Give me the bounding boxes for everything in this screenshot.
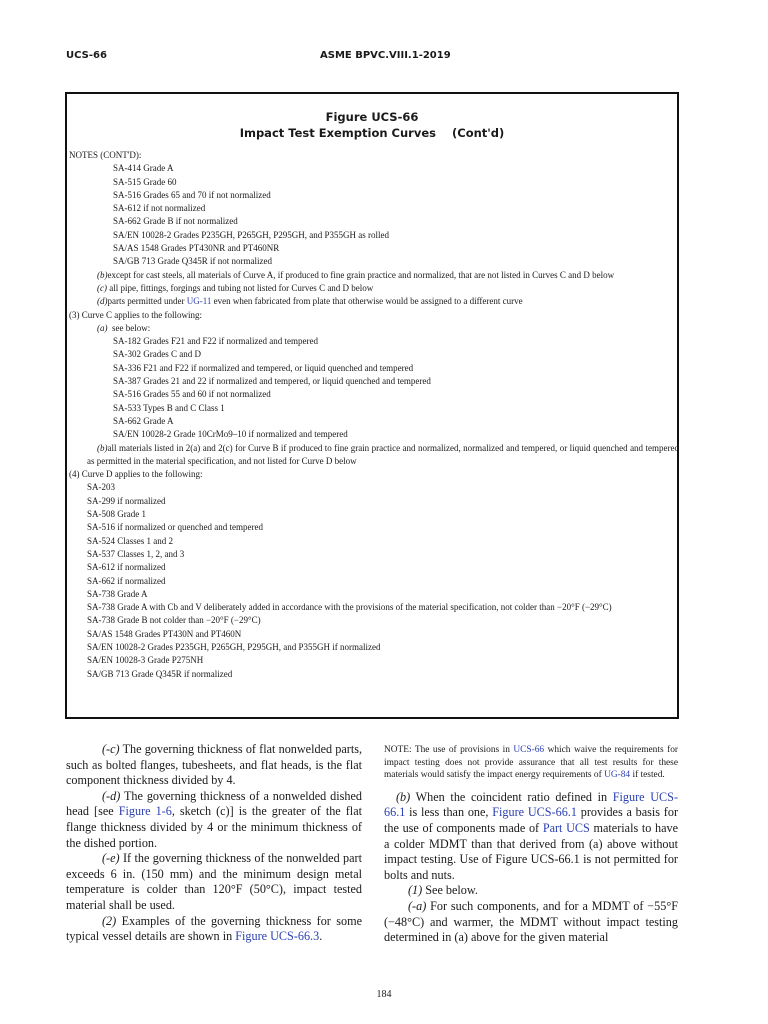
material-list-item: SA-738 Grade B not colder than −20°F (−29°C)	[87, 615, 261, 626]
curve-d-material-list	[67, 481, 679, 680]
para-c-label: (-c)	[102, 742, 120, 756]
material-list-item: SA/AS 1548 Grades PT430NR and PT460NR	[113, 243, 280, 254]
note-waiver-3: if tested.	[632, 770, 665, 781]
material-list-item: SA-182 Grades F21 and F22 if normalized and tempered	[113, 336, 318, 347]
material-list-item: SA-662 Grade A	[113, 415, 174, 426]
material-list-item: SA-299 if normalized	[87, 495, 166, 506]
note-3a-label: (a)	[97, 322, 108, 333]
para-1-see-below	[384, 883, 678, 899]
material-list-item: SA/EN 10028-2 Grades P235GH, P265GH, P295GH, and P355GH as rolled	[113, 229, 389, 240]
material-list-item: SA-662 Grade B if not normalized	[113, 216, 238, 227]
figure-notes-box	[65, 92, 679, 719]
note-2c-text: all pipe, fittings, forgings and tubing not listed for Curves C and D below	[109, 282, 374, 293]
material-list-item: SA/GB 713 Grade Q345R if normalized	[87, 668, 233, 679]
note-2d-text-after: even when fabricated from plate that otherwise would be assigned to a different curve	[213, 296, 523, 307]
note-waiver-1: NOTE: The use of provisions in	[384, 745, 510, 755]
ucs-66-link[interactable]: UCS-66	[513, 745, 545, 755]
figure-title: Figure UCS-66	[325, 110, 419, 124]
para-b-text-1: When the coincident ratio defined in	[415, 789, 608, 804]
notes-heading: NOTES (CONT'D):	[69, 150, 142, 160]
note-2c	[67, 282, 679, 295]
ug-11-link[interactable]: UG-11	[186, 296, 212, 307]
note-2c-label: (c)	[97, 282, 107, 293]
para-2-text: Examples of the governing thickness for some typical vessel details are shown in	[66, 913, 363, 944]
figure-subtitle	[67, 126, 677, 140]
note-3-heading: (3) Curve C applies to the following:	[69, 309, 202, 320]
para-d-text-1: The governing thickness of a nonwelded dished head [see	[66, 788, 362, 819]
curve-c-material-list	[67, 335, 679, 441]
ug-84-link[interactable]: UG-84	[604, 770, 631, 781]
figure-contd: (Cont'd)	[452, 126, 505, 140]
note-3b-text: all materials listed in 2(a) and 2(c) for Curve B if produced to fine grain practice and normalized, normalized and tempered, or liquid quenched and tempered as permitted in the material specification, and not listed for Curve D below	[87, 442, 679, 466]
para-d-label: (-d)	[102, 788, 121, 803]
material-list-item: SA-516 if normalized or quenched and tempered	[87, 522, 263, 533]
para-1-label: (1)	[408, 883, 423, 898]
note-2b	[67, 269, 679, 282]
material-list-item: SA/EN 10028-3 Grade P275NH	[87, 655, 204, 666]
material-list-item: SA-612 if not normalized	[113, 203, 206, 214]
material-list-item: SA-516 Grades 55 and 60 if not normalized	[113, 389, 271, 400]
material-list-item: SA/EN 10028-2 Grades P235GH, P265GH, P295GH, and P355GH if normalized	[87, 641, 381, 652]
material-list-item: SA-336 F21 and F22 if normalized and tempered, or liquid quenched and tempered	[113, 362, 414, 373]
note-3a	[67, 322, 679, 335]
para-b-text-2: is less than one,	[409, 805, 489, 820]
figure-subtitle-text: Impact Test Exemption Curves	[239, 126, 436, 140]
para-a-label: (-a)	[408, 898, 427, 913]
para-2-label: (2)	[102, 913, 117, 928]
para-governing-dished	[66, 789, 362, 851]
running-header-section: UCS-66	[66, 50, 107, 61]
para-b-text-4: materials to have a colder MDMT than that derived from (a) above without impact testing. Use of Figure UCS-66.1 is not permitted for bolts and nuts.	[384, 820, 679, 882]
note-2d	[67, 295, 679, 308]
note-2d-label: (d)	[97, 296, 108, 307]
para-b-label: (b)	[396, 789, 411, 804]
right-main-text	[384, 790, 678, 946]
material-list-item: SA-508 Grade 1	[87, 509, 146, 520]
para-examples	[66, 914, 362, 945]
material-list-item: SA-203	[87, 482, 116, 493]
para-a-components	[384, 899, 678, 946]
material-list-item: SA/AS 1548 Grades PT430N and PT460N	[87, 628, 242, 639]
material-list-item: SA-387 Grades 21 and 22 if normalized and tempered, or liquid quenched and tempered	[113, 376, 431, 387]
note-waiver-2: which waive the requirements for impact testing does not provide assurance that all test results for these materials would satisfy the impact energy requirements of	[384, 745, 679, 781]
curve-b-material-list	[67, 162, 679, 268]
para-a-text: For such components, and for a MDMT of −55°F (−48°C) and warmer, the MDMT without impact testing determined in (a) above for the given material	[384, 898, 678, 945]
figure-ucs-66-3-link[interactable]: Figure UCS-66.3	[235, 929, 320, 944]
material-list-item: SA/EN 10028-2 Grade 10CrMo9–10 if normalized and tempered	[113, 429, 348, 440]
body-right-column	[384, 744, 678, 946]
figure-ucs-66-1-link[interactable]: Figure UCS-66.1	[384, 789, 679, 820]
para-e-label: (-e)	[102, 851, 120, 866]
para-d-text-2: , sketch (c)] is the greater of the flat flange thickness divided by 4 or the minimum thickness of the dished portion.	[66, 804, 362, 850]
material-list-item: SA-612 if normalized	[87, 562, 166, 573]
para-e-text: If the governing thickness of the nonwelded part exceeds 6 in. (150 mm) and the minimum design metal temperature is colder than 120°F (50°C), impact tested material shall be used.	[66, 851, 363, 912]
note-4-heading: (4) Curve D applies to the following:	[69, 469, 203, 480]
note-2d-text-before: parts permitted under	[107, 296, 185, 307]
figure-notes	[67, 149, 679, 681]
running-header-code: ASME BPVC.VIII.1-2019	[320, 50, 451, 61]
material-list-item: SA-302 Grades C and D	[113, 349, 201, 360]
material-list-item: SA-516 Grades 65 and 70 if not normalized	[113, 189, 271, 200]
para-2-end: .	[319, 929, 323, 944]
para-governing-flat	[66, 742, 362, 789]
material-list-item: SA-524 Classes 1 and 2	[87, 535, 173, 546]
para-governing-exceeds	[66, 851, 362, 913]
para-c-text: The governing thickness of flat nonwelded parts, such as bolted flanges, tubesheets, and flat heads, is the flat component thickness divided by 4.	[66, 742, 363, 788]
body-left-column	[66, 742, 362, 945]
note-3b	[67, 442, 679, 469]
note-3a-text: see below:	[112, 322, 151, 333]
figure-ucs-66-1-link-2[interactable]: Figure UCS-66.1	[492, 805, 577, 820]
note-2b-label: (b)	[97, 269, 108, 280]
material-list-item: SA-533 Types B and C Class 1	[113, 402, 225, 413]
note-2b-text: except for cast steels, all materials of Curve A, if produced to fine grain practice and normalized, that are not listed in Curves C and D below	[107, 269, 615, 280]
figure-1-6-link[interactable]: Figure 1-6	[118, 804, 172, 819]
note-3b-label: (b)	[97, 442, 108, 453]
page-number: 184	[376, 989, 392, 1000]
material-list-item: SA-738 Grade A	[87, 588, 148, 599]
material-list-item: SA/GB 713 Grade Q345R if not normalized	[113, 256, 272, 267]
note-waiver	[384, 744, 678, 782]
material-list-item: SA-414 Grade A	[113, 163, 174, 174]
para-1-text: See below.	[425, 883, 478, 898]
part-ucs-link[interactable]: Part UCS	[542, 820, 590, 835]
material-list-item: SA-662 if normalized	[87, 575, 166, 586]
material-list-item: SA-537 Classes 1, 2, and 3	[87, 548, 185, 559]
para-b-coincident	[384, 790, 678, 884]
para-b-text-3: provides a basis for the use of components made of	[384, 805, 679, 835]
material-list-item: SA-738 Grade A with Cb and V deliberately added in accordance with the provisions of the material specification, not colder than −20°F (−29°C)	[87, 602, 612, 613]
material-list-item: SA-515 Grade 60	[113, 176, 177, 187]
